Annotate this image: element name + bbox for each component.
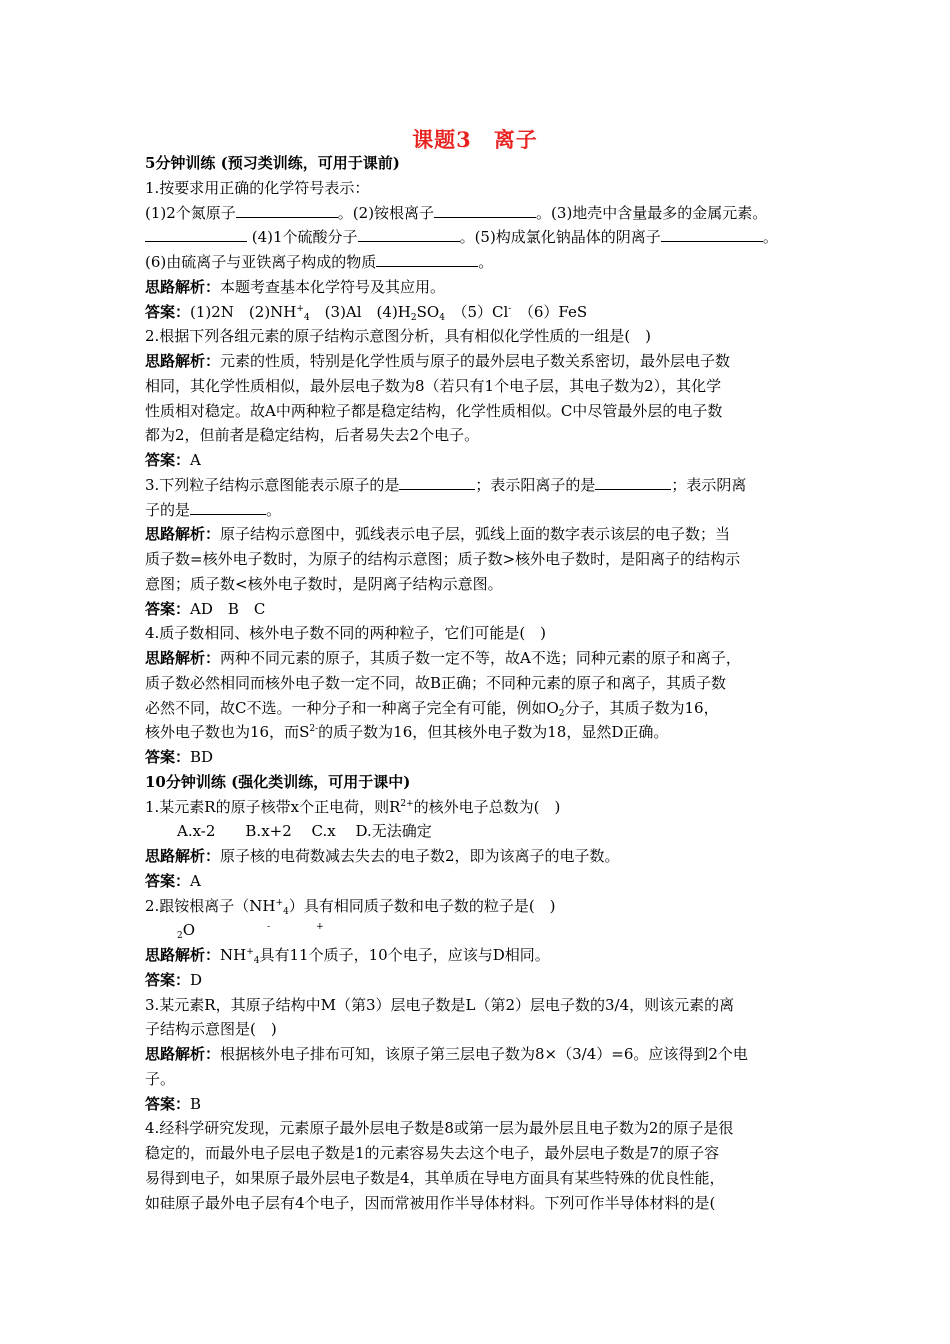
answer-blank	[358, 226, 460, 242]
p4-stem-3: 易得到电子，如果原子最外层电子数是4，其单质在导电方面具有某些特殊的优良性能，	[145, 1168, 725, 1187]
q1-stem: 1.按要求用正确的化学符号表示：	[145, 178, 370, 197]
p2-stem: 2.跟铵根离子$(NH^+_4)$具有相同质子数和电子数的粒子是( )	[145, 896, 556, 917]
q3-analysis-2: 质子数=核外电子数时，为原子的结构示意图；质子数>核外电子数时，是阳离子的结构示	[145, 550, 741, 568]
p3-analysis-2: 子。	[145, 1069, 176, 1088]
answer-blank	[595, 474, 671, 490]
p2-analysis: 思路解析：$NH^+_4$具有11个质子，10个电子，应该与D相同。	[145, 946, 550, 966]
p1-options: A.x-2 B.x+2 C.x D.无法确定	[177, 822, 432, 841]
section-heading-2: 10分钟训练 (强化类训练，可用于课中)	[145, 772, 411, 791]
p1-stem: 1.某元素R的原子核带x个正电荷，则$R^{2+}$的核外电子总数为( )	[145, 797, 561, 816]
q2-analysis-3: 性质相对稳定。故A中两种粒子都是稳定结构，化学性质相似。C中尽管最外层的电子数	[145, 401, 723, 420]
p1-answer: 答案：A	[145, 871, 201, 890]
answer-blank	[190, 499, 266, 515]
q2-analysis-4: 都为2，但前者是稳定结构，后者易失去2个电子。	[145, 426, 480, 445]
p4-stem-1: 4.经科学研究发现，元素原子最外层电子数是8或第一层为最外层且电子数为2的原子是很	[145, 1119, 734, 1138]
answer-blank	[145, 226, 247, 242]
p4-stem-2: 稳定的，而最外电子层电子数是1的元素容易失去这个电子，最外层电子数是7的原子容	[145, 1144, 720, 1162]
q1-line-1: (1)2个氮原子 。(2)铵根离子 。(3)地壳中含量最多的金属元素。	[145, 203, 768, 222]
p1-analysis: 思路解析：原子核的电荷数减去失去的电子数2，即为该离子的电子数。	[145, 847, 620, 865]
page-title: 课题3 离子	[412, 127, 538, 152]
p2-answer: 答案：D	[145, 970, 203, 989]
q3-answer: 答案：AD B C	[145, 599, 266, 618]
answer-blank	[399, 474, 475, 490]
answer-blank	[236, 202, 338, 218]
p3-stem-1: 3.某元素R，其原子结构中M（第3）层电子数是L（第2）层电子数的3/4，则该元素的离	[145, 995, 735, 1014]
p4-stem-4: 如硅原子最外电子层有4个电子，因而常被用作半导体材料。下列可作半导体材料的是(	[145, 1193, 716, 1212]
answer-blank	[376, 251, 478, 267]
p3-answer: 答案：B	[145, 1094, 202, 1113]
q1-answer: 答案：(1)2N $(2)NH^+_4$ (3)Al $(4)H_2SO_4$ （5）Cl- （6）FeS	[145, 302, 588, 323]
section-heading-1: 5分钟训练 (预习类训练，可用于课前)	[145, 154, 400, 172]
q4-analysis-2: 质子数必然相同而核外电子数一定不同，故B正确；不同种元素的原子和离子，其质子数	[145, 673, 727, 692]
q3-stem-1: 3.下列粒子结构示意图能表示原子的是 ；表示阳离子的是 ；表示阴离	[145, 475, 747, 494]
answer-blank	[434, 202, 536, 218]
q4-answer: 答案：BD	[145, 748, 214, 766]
q3-analysis-1: 思路解析：原子结构示意图中，弧线表示电子层，弧线上面的数字表示该层的电子数；当	[145, 525, 731, 544]
q1-analysis: 思路解析：本题考查基本化学符号及其应用。	[145, 277, 446, 296]
document-body	[145, 151, 810, 1215]
q4-stem: 4.质子数相同、核外电子数不同的两种粒子，它们可能是( )	[145, 624, 547, 643]
q2-analysis-1: 思路解析：元素的性质，特别是化学性质与原子的最外层电子数关系密切，最外层电子数	[145, 352, 731, 370]
q2-analysis-2: 相同，其化学性质相似，最外层电子数为8（若只有1个电子层，其电子数为2），其化学	[145, 376, 722, 395]
p3-stem-2: 子结构示意图是( )	[145, 1020, 277, 1039]
q4-analysis-3: 必然不同，故C不选。一种分子和一种离子完全有可能，例如$O_2$分子，其质子数为16，	[145, 698, 719, 719]
q1-line-3: (6)由硫离子与亚铁离子构成的物质 。	[145, 253, 494, 271]
q2-stem: 2.根据下列各组元素的原子结构示意图分析，具有相似化学性质的一组是( )	[145, 327, 652, 346]
p2-options: $_2$O - +	[177, 921, 324, 942]
q3-stem-2: 子的是 。	[145, 500, 282, 519]
q4-analysis-4: 核外电子数也为16，而$S^{2-}$的质子数为16，但其核外电子数为18，显然D正确。	[145, 723, 669, 742]
q2-answer: 答案：A	[145, 451, 201, 469]
answer-blank	[661, 226, 763, 242]
p3-analysis-1: 思路解析：根据核外电子排布可知，该原子第三层电子数为8×（3/4）=6。应该得到2个电	[145, 1045, 748, 1063]
q4-analysis-1: 思路解析：两种不同元素的原子，其质子数一定不等，故A不选；同种元素的原子和离子，	[145, 649, 741, 667]
q1-line-2: (4)1个硫酸分子 。(5)构成氯化钠晶体的阴离子 。	[145, 225, 810, 250]
q3-analysis-3: 意图；质子数<核外电子数时，是阴离子结构示意图。	[145, 574, 503, 593]
